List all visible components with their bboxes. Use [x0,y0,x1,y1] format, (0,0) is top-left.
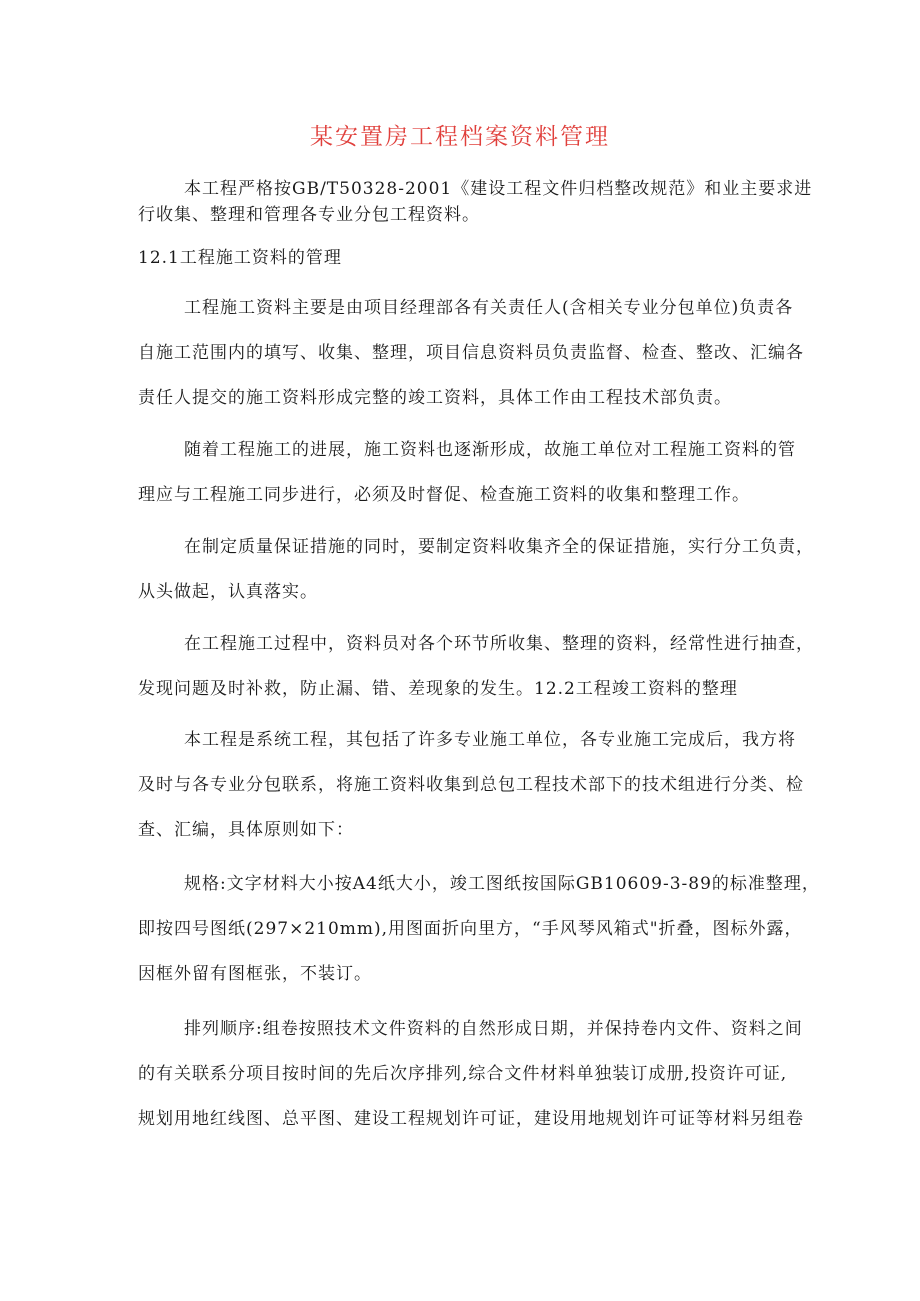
paragraph-line: 规划用地红线图、总平图、建设工程规划许可证，建设用地规划许可证等材料另组卷 [138,1109,804,1129]
paragraph-quality [138,525,878,615]
paragraph-line: 排列顺序:组卷按照技术文件资料的自然形成日期，并保持卷内文件、资料之间 [184,1019,803,1039]
intro-line-1: 本工程严格按GB/T50328-2001《建设工程文件归档整改规范》和业主要求进 [184,179,813,199]
paragraph-line: 发现问题及时补救，防止漏、错、差现象的发生。12.2工程竣工资料的整理 [138,679,738,699]
paragraph-line: 随着工程施工的进展，施工资料也逐渐形成，故施工单位对工程施工资料的管 [184,440,796,460]
intro-paragraph [138,176,878,228]
section-heading-12-1: 12.1工程施工资料的管理 [138,248,342,268]
paragraph-specification [138,862,878,997]
paragraph-line: 在制定质量保证措施的同时，要制定资料收集齐全的保证措施，实行分工负责， [184,537,814,557]
paragraph-line: 规格:文字材料大小按A4纸大小，竣工图纸按国际GB10609-3-89的标准整理， [184,874,820,894]
paragraph-line: 即按四号图纸(297×210mm),用图面折向里方，“手风琴风箱式"折叠，图标外露， [138,919,803,939]
document-title: 某安置房工程档案资料管理 [310,124,610,150]
paragraph-line: 查、汇编，具体原则如下： [138,820,354,840]
paragraph-system-engineering [138,718,878,853]
paragraph-responsibility [138,286,878,421]
paragraph-line: 的有关联系分项目按时间的先后次序排列,综合文件材料单独装订成册,投资许可证, [138,1064,788,1084]
paragraph-line: 本工程是系统工程，其包括了许多专业施工单位，各专业施工完成后，我方将 [184,730,796,750]
paragraph-line: 及时与各专业分包联系，将施工资料收集到总包工程技术部下的技术组进行分类、检 [138,775,804,795]
paragraph-line: 工程施工资料主要是由项目经理部各有关责任人(含相关专业分包单位)负责各 [184,298,794,318]
paragraph-arrangement-order [138,1007,878,1142]
paragraph-inspection [138,622,878,712]
paragraph-line: 理应与工程施工同步进行，必须及时督促、检查施工资料的收集和整理工作。 [138,485,750,505]
intro-line-2: 行收集、整理和管理各专业分包工程资料。 [138,205,480,225]
paragraph-line: 从头做起，认真落实。 [138,582,318,602]
paragraph-line: 自施工范围内的填写、收集、整理，项目信息资料员负责监督、检查、整改、汇编各 [138,343,804,363]
paragraph-progress [138,428,878,518]
paragraph-line: 因框外留有图框张，不装订。 [138,964,372,984]
paragraph-line: 责任人提交的施工资料形成完整的竣工资料，具体工作由工程技术部负责。 [138,388,732,408]
paragraph-line: 在工程施工过程中，资料员对各个环节所收集、整理的资料，经常性进行抽查， [184,634,814,654]
